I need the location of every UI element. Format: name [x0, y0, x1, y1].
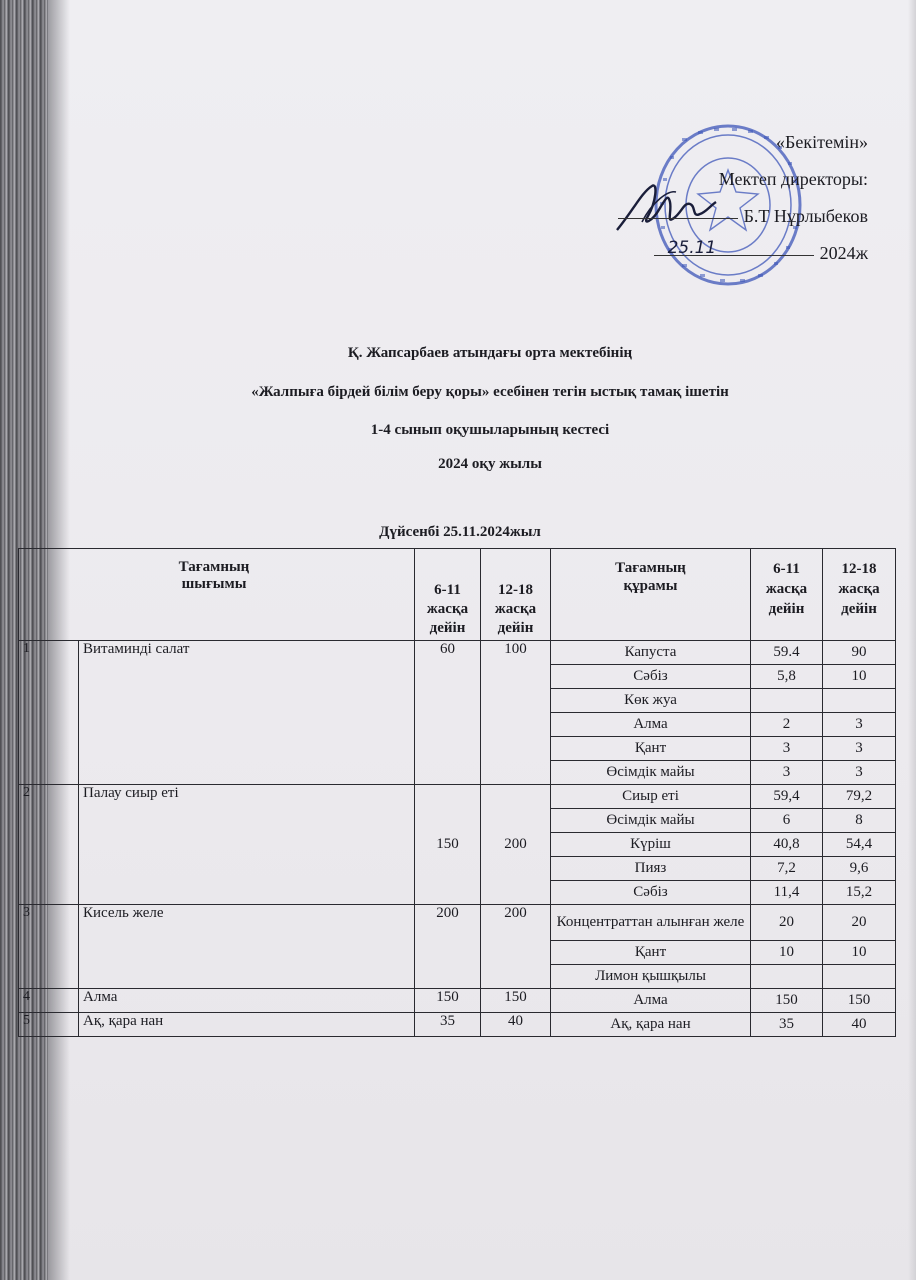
ingredient-amount-12-18: 20: [823, 905, 896, 941]
ingredient-name: Алма: [551, 989, 751, 1013]
ingredient-amount-12-18: 3: [823, 761, 896, 785]
dish-name: Кисель желе: [79, 905, 415, 989]
header-year-line: 2024 оқу жылы: [438, 456, 542, 472]
ingredient-name: Капуста: [551, 641, 751, 665]
header-age-6-11-b: 6-11 жасқа дейін: [751, 549, 823, 641]
dish-name: Витаминді салат: [79, 641, 415, 785]
ingredient-amount-6-11: 20: [751, 905, 823, 941]
table-header-row: [19, 549, 896, 641]
ingredient-amount-12-18: [823, 689, 896, 713]
dish-name: Алма: [79, 989, 415, 1013]
header-class-line: 1-4 сынып оқушыларының кестесі: [370, 422, 610, 438]
dish-number: 5: [19, 1013, 79, 1037]
ingredient-amount-6-11: 7,2: [751, 857, 823, 881]
header-composition: Тағамның құрамы: [551, 549, 751, 641]
header-age-12-18: 12-18 жасқа дейін: [481, 549, 551, 641]
director-name: Б.Т Нұрлыбеков: [743, 206, 868, 226]
header-age-6-11: 6-11 жасқа дейін: [415, 549, 481, 641]
handwritten-date: 25.11: [667, 237, 717, 258]
ingredient-amount-6-11: 2: [751, 713, 823, 737]
ingredient-amount-6-11: 35: [751, 1013, 823, 1037]
approval-director-name: [568, 198, 868, 235]
ingredient-amount-12-18: 90: [823, 641, 896, 665]
ingredient-amount-6-11: 59.4: [751, 641, 823, 665]
menu-table-body: [19, 641, 896, 1037]
ingredient-amount-12-18: 15,2: [823, 881, 896, 905]
header-day-date: Дүйсенбі 25.11.2024жыл: [379, 524, 541, 540]
table-row: [19, 785, 896, 809]
header-dish-yield: Тағамның шығымы: [19, 549, 415, 641]
ingredient-amount-6-11: 150: [751, 989, 823, 1013]
approval-title: «Бекітемін»: [776, 132, 868, 152]
ingredient-amount-6-11: 11,4: [751, 881, 823, 905]
header-age-12-18-b: 12-18 жасқа дейін: [823, 549, 896, 641]
ingredient-name: Күріш: [551, 833, 751, 857]
approval-block: [568, 124, 868, 272]
ingredient-name: Өсімдік майы: [551, 809, 751, 833]
ingredient-amount-6-11: 5,8: [751, 665, 823, 689]
ingredient-amount-12-18: 3: [823, 737, 896, 761]
dish-portion-6-11: 35: [415, 1013, 481, 1037]
table-row: [19, 905, 896, 941]
ingredient-amount-12-18: 10: [823, 941, 896, 965]
header-fund-line: «Жалпыға бірдей білім беру қоры» есебінен тегін ыстық тамақ ішетін: [251, 384, 729, 400]
page-right-edge: [908, 0, 916, 1280]
dish-portion-6-11: 60: [415, 641, 481, 785]
ingredient-amount-12-18: 40: [823, 1013, 896, 1037]
ingredient-amount-12-18: 150: [823, 989, 896, 1013]
dish-portion-12-18: 150: [481, 989, 551, 1013]
dish-number: 3: [19, 905, 79, 989]
ingredient-amount-6-11: [751, 965, 823, 989]
table-row: [19, 989, 896, 1013]
dish-portion-6-11: 200: [415, 905, 481, 989]
ingredient-amount-12-18: 9,6: [823, 857, 896, 881]
ingredient-name: Өсімдік майы: [551, 761, 751, 785]
ingredient-name: Сәбіз: [551, 665, 751, 689]
ingredient-amount-12-18: 79,2: [823, 785, 896, 809]
dish-number: 4: [19, 989, 79, 1013]
ingredient-amount-12-18: 10: [823, 665, 896, 689]
ingredient-name: Алма: [551, 713, 751, 737]
dish-name: Ақ, қара нан: [79, 1013, 415, 1037]
ingredient-name: Пияз: [551, 857, 751, 881]
ingredient-amount-6-11: 3: [751, 761, 823, 785]
date-line: [654, 237, 814, 258]
ingredient-amount-6-11: 6: [751, 809, 823, 833]
dish-name: Палау сиыр еті: [79, 785, 415, 905]
dish-number: 1: [19, 641, 79, 785]
ingredient-amount-12-18: 3: [823, 713, 896, 737]
ingredient-amount-6-11: 40,8: [751, 833, 823, 857]
ingredient-name: Ақ, қара нан: [551, 1013, 751, 1037]
approval-position: Мектеп директоры:: [718, 169, 868, 189]
dish-portion-12-18: 200: [481, 905, 551, 989]
ingredient-name: Лимон қышқылы: [551, 965, 751, 989]
ingredient-name: Сәбіз: [551, 881, 751, 905]
dish-portion-12-18: 40: [481, 1013, 551, 1037]
ingredient-amount-6-11: 59,4: [751, 785, 823, 809]
ingredient-amount-6-11: [751, 689, 823, 713]
ingredient-amount-6-11: 3: [751, 737, 823, 761]
table-row: [19, 1013, 896, 1037]
menu-table: [18, 548, 896, 1037]
dish-portion-6-11: 150: [415, 989, 481, 1013]
ingredient-amount-12-18: 54,4: [823, 833, 896, 857]
ingredient-name: Қант: [551, 737, 751, 761]
dish-number: 2: [19, 785, 79, 905]
ingredient-amount-12-18: 8: [823, 809, 896, 833]
ingredient-name: Сиыр еті: [551, 785, 751, 809]
ingredient-amount-6-11: 10: [751, 941, 823, 965]
table-row: [19, 641, 896, 665]
ingredient-name: Концентраттан алынған желе: [551, 905, 751, 941]
approval-date: [568, 235, 868, 272]
ingredient-name: Қант: [551, 941, 751, 965]
ingredient-amount-12-18: [823, 965, 896, 989]
approval-year: 2024ж: [819, 243, 868, 263]
dish-portion-6-11: 150: [415, 785, 481, 905]
dish-portion-12-18: 200: [481, 785, 551, 905]
signature-line: [618, 217, 738, 219]
dish-portion-12-18: 100: [481, 641, 551, 785]
ingredient-name: Көк жуа: [551, 689, 751, 713]
header-school-name: Қ. Жапсарбаев атындағы орта мектебінің: [347, 345, 633, 361]
